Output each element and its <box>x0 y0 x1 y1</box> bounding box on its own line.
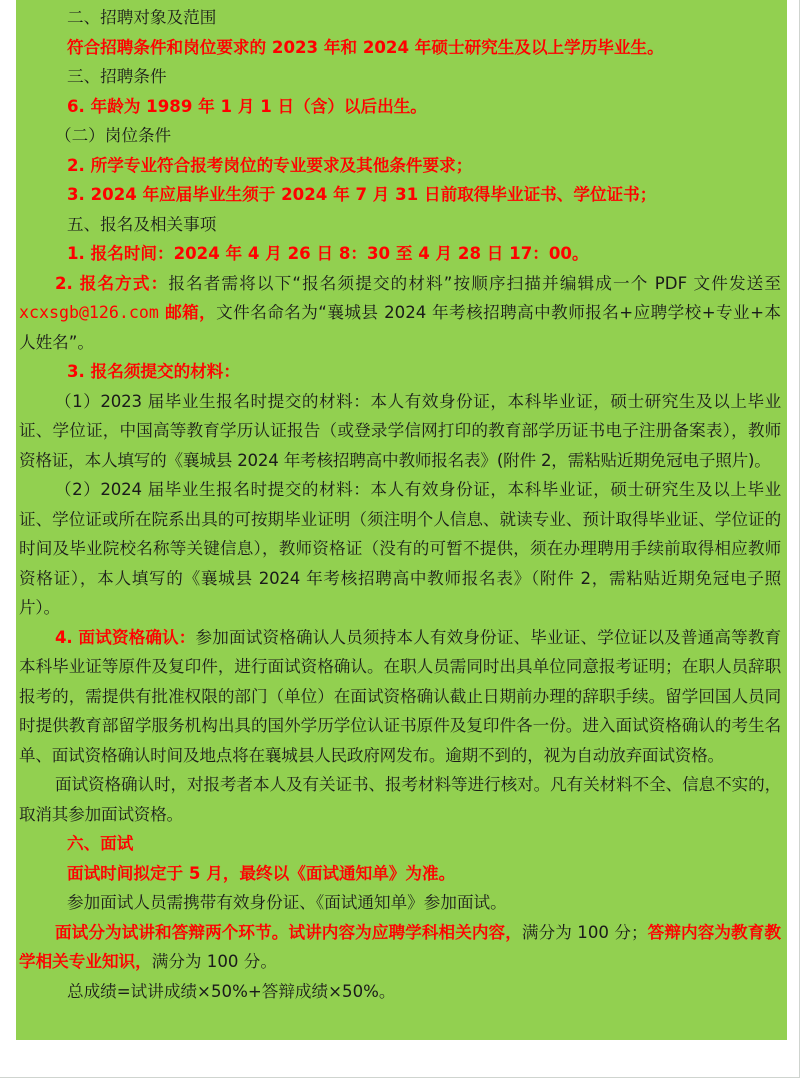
registration-method-paragraph <box>19 269 781 358</box>
email-address: xcxsgb@126.com <box>19 303 159 322</box>
verification-paragraph: 面试资格确认时，对报考者本人及有关证书、报考材料等进行核对。凡有关材料不全、信息不实的，取消其参加面试资格。 <box>19 775 781 824</box>
highlight-line: 3. 2024 年应届毕业生须于 2024 年 7 月 31 日前取得毕业证书、学位证书； <box>67 185 657 204</box>
interview-time: 面试时间拟定于 5 月，最终以《面试通知单》为准。 <box>67 863 456 883</box>
materials-2023-paragraph: （1）2023 届毕业生报名时提交的材料：本人有效身份证，本科毕业证，硕士研究生及以上毕业证、学位证，中国高等教育学历认证报告（或登录学信网打印的教育部学历证书电子注册备案表），教师资格证，本人填写的《襄城县 2024 年考核招聘高中教师报名表》(附件 2，需粘贴近期免冠电子照片)。 <box>19 391 781 470</box>
registration-method-head: 2. 报名方式： <box>55 273 169 293</box>
registration-method-text-2: 文件名命名为“襄城县 2024 年考核招聘高中教师报名+应聘学校+专业+本人姓名”。 <box>19 303 781 352</box>
section-heading: 六、面试 <box>67 834 134 853</box>
highlight-line: 2. 所学专业符合报考岗位的专业要求及其他条件要求； <box>67 155 473 175</box>
section-heading: 三、招聘条件 <box>67 67 167 86</box>
section-heading: 五、报名及相关事项 <box>67 214 217 234</box>
interview-qualification-paragraph <box>19 623 781 771</box>
interview-format-red-1: 面试分为试讲和答辩两个环节。试讲内容为应聘学科相关内容， <box>55 922 522 942</box>
highlight-line: 6. 年龄为 1989 年 1 月 1 日（含）以后出生。 <box>67 96 427 116</box>
interview-format-text-1: 满分为 100 分； <box>521 922 648 942</box>
interview-qualification-head: 4. 面试资格确认： <box>55 627 196 647</box>
registration-method-text: 报名者需将以下“报名须提交的材料”按顺序扫描并编辑成一个 PDF 文件发送至 <box>168 273 781 293</box>
interview-format-paragraph <box>19 918 781 977</box>
materials-heading: 3. 报名须提交的材料： <box>67 362 240 381</box>
interview-format-red-2: 答辩内容为教育教学相关专业知识， <box>19 922 781 971</box>
materials-2024-paragraph: （2）2024 届毕业生报名时提交的材料：本人有效身份证，本科毕业证，硕士研究生及以上毕业证、学位证或所在院系出具的可按期毕业证明（须注明个人信息、就读专业、预计取得毕业证、学位证的时间及毕业院校名称等关键信息），教师资格证（没有的可暂不提供，须在办理聘用手续前取得相应教师资格证），本人填写的《襄城县 2024 年考核招聘高中教师报名表》（附件 2，需粘贴近期免冠电子照片）。 <box>19 480 781 617</box>
interview-format-text-2: 满分为 100 分。 <box>151 952 277 971</box>
section-heading: 二、招聘对象及范围 <box>67 8 217 27</box>
highlight-line: 符合招聘条件和岗位要求的 2023 年和 2024 年硕士研究生及以上学历毕业生。 <box>67 37 664 57</box>
subsection-heading: （二）岗位条件 <box>55 126 172 145</box>
interview-qualification-text: 参加面试资格确认人员须持本人有效身份证、毕业证、学位证以及普通高等教育本科毕业证等原件及复印件，进行面试资格确认。在职人员需同时出具单位同意报考证明；在职人员辞职报考的，需提供有批准权限的部门（单位）在面试资格确认截止日期前办理的辞职手续。留学回国人员同时提供教育部留学服务机构出具的国外学历学位认证书原件及复印件各一份。进入面试资格确认的考生名单、面试资格确认时间及地点将在襄城县人民政府网发布。逾期不到的，视为自动放弃面试资格。 <box>19 627 781 765</box>
interview-requirements: 参加面试人员需携带有效身份证、《面试通知单》参加面试。 <box>67 893 507 912</box>
total-score-formula: 总成绩=试讲成绩×50%+答辩成绩×50%。 <box>67 981 396 1001</box>
email-suffix: 邮箱， <box>158 303 217 322</box>
document-body <box>16 0 787 1040</box>
registration-time: 1. 报名时间：2024 年 4 月 26 日 8：30 至 4 月 28 日 17：00。 <box>67 244 589 263</box>
